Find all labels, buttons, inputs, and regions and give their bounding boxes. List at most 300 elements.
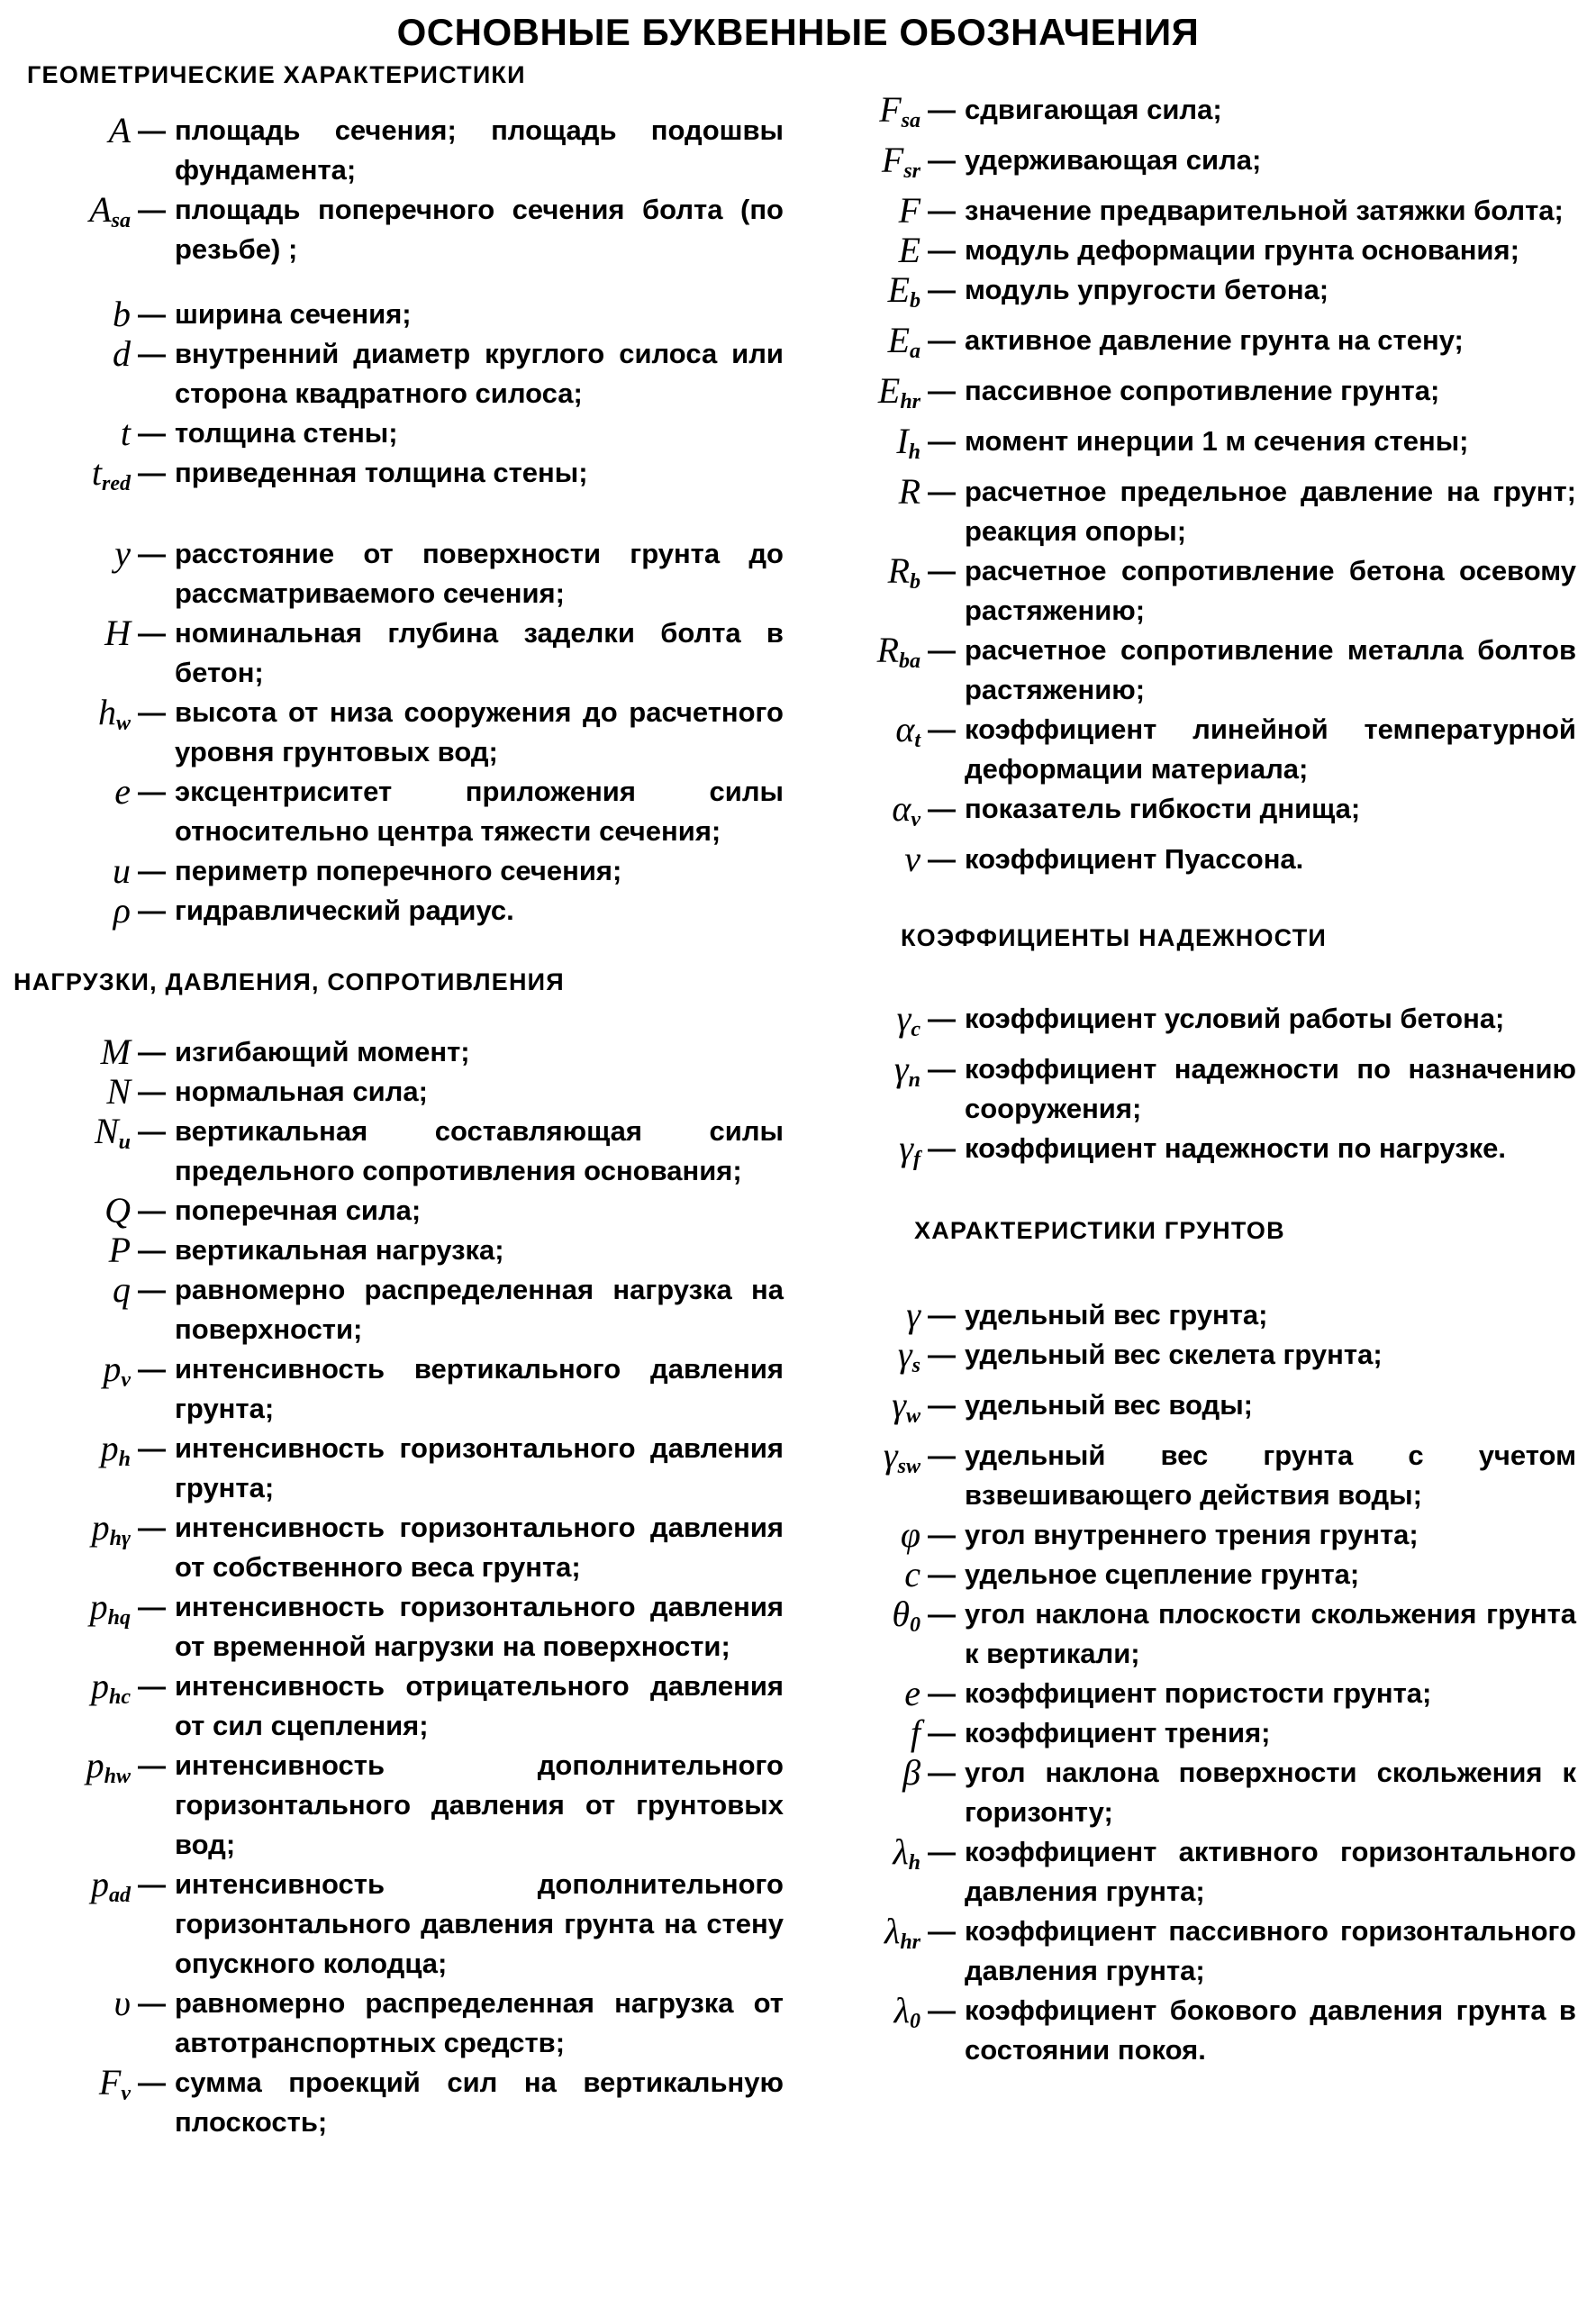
symbol-letter: H [104, 613, 131, 653]
dash-separator: — [138, 1670, 166, 1702]
symbol-description: пассивное сопротивление грунта; [965, 375, 1440, 406]
dash-separator: — [928, 555, 956, 586]
symbol-letter: R [898, 471, 920, 512]
dash-separator: — [928, 1677, 956, 1709]
dash-separator: — [928, 793, 956, 824]
symbol-letter: A [108, 110, 131, 150]
symbol [0, 2063, 131, 2113]
dash-separator: — [928, 1440, 956, 1471]
symbol-letter: λ [893, 1831, 909, 1872]
symbol-entry [0, 2063, 784, 2142]
symbol-subscript: ad [109, 1884, 131, 1907]
symbol-subscript: hc [109, 1685, 131, 1709]
symbol-letter: γ [906, 1294, 920, 1335]
loads-list-right [811, 90, 1576, 879]
symbol [811, 1385, 920, 1436]
symbol-letter: E [887, 320, 910, 360]
symbol-description: коэффициент надежности по назначению сооружения; [965, 1053, 1576, 1124]
symbol-entry [811, 1991, 1576, 2070]
symbol-letter: γ [883, 1435, 898, 1476]
symbol-letter: γ [896, 998, 911, 1039]
symbol [811, 1335, 920, 1385]
dash-separator: — [928, 425, 956, 457]
symbol [0, 1984, 131, 2023]
dash-separator: — [138, 1591, 166, 1622]
symbol-letter: A [89, 189, 112, 230]
dash-separator: — [928, 1994, 956, 2026]
symbol-entry [0, 413, 784, 453]
symbol-letter: ρ [113, 890, 131, 931]
symbol-entry [0, 453, 784, 504]
symbol-entry [811, 141, 1576, 191]
symbol [811, 551, 920, 602]
dash-separator: — [138, 1036, 166, 1067]
symbol [811, 1594, 920, 1645]
symbol-description: ширина сечения; [175, 298, 412, 330]
dash-separator: — [928, 324, 956, 356]
dash-separator: — [138, 1076, 166, 1107]
symbol-subscript: u [118, 1131, 131, 1154]
symbol-entry [0, 1667, 784, 1746]
dash-separator: — [928, 1717, 956, 1748]
symbol [0, 1746, 131, 1796]
symbol-letter: f [910, 1712, 920, 1753]
symbol [0, 1587, 131, 1638]
symbol-description: коэффициент трения; [965, 1717, 1271, 1748]
symbol-entry [811, 231, 1576, 270]
symbol-description: коэффициент пористости грунта; [965, 1677, 1432, 1709]
symbol [0, 453, 131, 504]
dash-separator: — [928, 144, 956, 176]
symbol-letter: R [876, 630, 899, 670]
symbol [0, 851, 131, 891]
symbol-subscript: v [121, 1368, 131, 1392]
dash-separator: — [928, 634, 956, 666]
symbol-subscript: h [908, 441, 920, 464]
dash-separator: — [928, 476, 956, 507]
dash-separator: — [138, 1432, 166, 1464]
symbol-description: коэффициент линейной температурной деформации материала; [965, 713, 1576, 785]
loads-list-left [0, 1032, 784, 2142]
symbol [0, 613, 131, 653]
symbol-description: коэффициент пассивного горизонтального давления грунта; [965, 1915, 1576, 1986]
symbol-letter: γ [899, 1128, 913, 1168]
symbol-subscript: h [118, 1448, 131, 1471]
symbol-description: равномерно распределенная нагрузка на поверхности; [175, 1274, 784, 1345]
symbol-entry [811, 789, 1576, 840]
dash-separator: — [138, 457, 166, 488]
symbol-letter: p [89, 1586, 108, 1627]
symbol-description: значение предварительной затяжки болта; [965, 195, 1564, 226]
dash-separator: — [928, 1836, 956, 1867]
geometry-list [0, 111, 784, 931]
dash-separator: — [928, 1598, 956, 1630]
symbol-description: активное давление грунта на стену; [965, 324, 1464, 356]
symbol-letter: φ [900, 1514, 920, 1555]
symbol-entry [0, 851, 784, 891]
symbol-description: изгибающий момент; [175, 1036, 470, 1067]
symbol [0, 295, 131, 334]
symbol-subscript: n [908, 1068, 920, 1092]
symbol-letter: N [94, 1111, 119, 1151]
symbol [0, 1349, 131, 1400]
symbol [811, 1129, 920, 1179]
symbol-letter: γ [892, 1385, 906, 1425]
symbol [811, 1436, 920, 1486]
symbol-subscript: t [914, 729, 920, 752]
symbol-entry [811, 999, 1576, 1049]
symbol-entry [0, 1231, 784, 1270]
symbol-description: угол наклона поверхности скольжения к горизонту; [965, 1757, 1576, 1828]
soils-list [811, 1295, 1576, 2070]
symbol-letter: F [98, 2062, 122, 2103]
symbol-entry [811, 1912, 1576, 1991]
dash-separator: — [928, 1389, 956, 1421]
symbol-description: интенсивность вертикального давления грунта; [175, 1353, 784, 1424]
symbol-entry [0, 334, 784, 413]
symbol-entry [811, 551, 1576, 631]
symbol-description: интенсивность горизонтального давления грунта; [175, 1432, 784, 1503]
symbol-letter: Q [104, 1190, 131, 1231]
symbol-entry [811, 1335, 1576, 1385]
dash-separator: — [138, 1512, 166, 1543]
symbol-entry [811, 1594, 1576, 1674]
symbol-entry [811, 1753, 1576, 1832]
symbol-description: площадь сечения; площадь подошвы фундамента; [175, 114, 784, 186]
symbol-entry [0, 1746, 784, 1865]
symbol-subscript: a [910, 340, 920, 363]
symbol-description: нормальная сила; [175, 1076, 428, 1107]
right-column [811, 54, 1576, 2070]
symbol-description: модуль деформации грунта основания; [965, 234, 1519, 266]
symbol-subscript: hw [104, 1765, 131, 1788]
symbol-subscript: 0 [910, 2010, 920, 2033]
dash-separator: — [928, 1915, 956, 1947]
symbol-description: периметр поперечного сечения; [175, 855, 622, 886]
symbol-description: удерживающая сила; [965, 144, 1262, 176]
symbol-entry [811, 1295, 1576, 1335]
symbol-entry [0, 1072, 784, 1112]
symbol [811, 1295, 920, 1335]
dash-separator: — [928, 375, 956, 406]
symbol-letter: F [879, 89, 902, 130]
symbol-letter: p [91, 1864, 109, 1904]
symbol [811, 631, 920, 681]
symbol-letter: h [97, 692, 116, 732]
dash-separator: — [928, 1757, 956, 1788]
symbol-entry [811, 371, 1576, 422]
symbol-entry [811, 191, 1576, 231]
dash-separator: — [928, 713, 956, 745]
symbol-description: коэффициент бокового давления грунта в состоянии покоя. [965, 1994, 1576, 2066]
symbol [0, 1231, 131, 1270]
symbol [0, 1667, 131, 1717]
symbol-description: удельный вес воды; [965, 1389, 1253, 1421]
symbol-subscript: hq [107, 1606, 131, 1630]
symbol-letter: R [887, 550, 910, 591]
symbol-entry [811, 1832, 1576, 1912]
symbol-subscript: sa [901, 109, 920, 132]
symbol-entry [811, 840, 1576, 879]
reliability-list [811, 999, 1576, 1179]
symbol [811, 422, 920, 472]
symbol-entry [0, 1191, 784, 1231]
symbol-description: расчетное сопротивление металла болтов растяжению; [965, 634, 1576, 705]
symbol-letter: d [113, 333, 131, 374]
symbol-letter: E [877, 370, 901, 411]
symbol [0, 772, 131, 812]
dash-separator: — [138, 298, 166, 330]
dash-separator: — [928, 1003, 956, 1034]
dash-separator: — [138, 338, 166, 369]
symbol-letter: F [881, 140, 904, 180]
symbol-entry [811, 270, 1576, 321]
symbol [811, 1049, 920, 1100]
symbol [811, 141, 920, 191]
symbol-letter: E [887, 269, 910, 310]
symbol-letter: P [108, 1230, 131, 1270]
symbol [811, 1515, 920, 1555]
symbol-description: вертикальная нагрузка; [175, 1234, 504, 1266]
section-heading-reliability: КОЭФФИЦИЕНТЫ НАДЕЖНОСТИ [901, 924, 1328, 951]
symbol-letter: α [895, 709, 915, 749]
symbol [811, 1753, 920, 1793]
symbol [811, 231, 920, 270]
symbol-description: удельный вес грунта с учетом взвешивающего действия воды; [965, 1440, 1576, 1511]
symbol-description: номинальная глубина заделки болта в бетон; [175, 617, 784, 688]
symbol [811, 789, 920, 840]
symbol-letter: θ [892, 1594, 910, 1634]
symbol-description: высота от низа сооружения до расчетного уровня грунтовых вод; [175, 696, 784, 768]
dash-separator: — [928, 1339, 956, 1370]
symbol-entry [0, 1270, 784, 1349]
symbol-entry [811, 1049, 1576, 1129]
symbol [0, 1508, 131, 1558]
symbol-letter: M [100, 1031, 131, 1072]
symbol-description: интенсивность отрицательного давления от сил сцепления; [175, 1670, 784, 1741]
symbol [0, 1270, 131, 1310]
symbol-subscript: s [911, 1354, 920, 1377]
symbol-entry [0, 111, 784, 190]
dash-separator: — [138, 2066, 166, 2098]
symbol-subscript: hr [900, 390, 920, 413]
symbol-letter: N [106, 1071, 131, 1112]
dash-separator: — [138, 538, 166, 569]
symbol-entry [811, 1129, 1576, 1179]
symbol-letter: e [114, 771, 131, 812]
symbol-description: интенсивность горизонтального давления от собственного веса грунта; [175, 1512, 784, 1583]
dash-separator: — [138, 1274, 166, 1305]
symbol-description: расстояние от поверхности грунта до рассматриваемого сечения; [175, 538, 784, 609]
symbol-subscript: red [102, 472, 131, 495]
symbol [0, 1191, 131, 1231]
symbol-description: внутренний диаметр круглого силоса или сторона квадратного силоса; [175, 338, 784, 409]
symbol-entry [811, 472, 1576, 551]
dash-separator: — [928, 1053, 956, 1085]
symbol-entry [811, 1385, 1576, 1436]
symbol-letter: y [114, 533, 131, 574]
symbol-subscript: hγ [109, 1527, 131, 1550]
symbol [0, 190, 131, 241]
dash-separator: — [138, 1749, 166, 1781]
symbol-letter: u [113, 850, 131, 891]
section-heading-soils: ХАРАКТЕРИСТИКИ ГРУНТОВ [914, 1217, 1285, 1244]
dash-separator: — [928, 1299, 956, 1331]
symbol [811, 1674, 920, 1713]
left-column [0, 54, 784, 2142]
symbol-description: расчетное сопротивление бетона осевому растяжению; [965, 555, 1576, 626]
symbol-description: площадь поперечного сечения болта (по резьбе) ; [175, 194, 784, 265]
dash-separator: — [138, 696, 166, 728]
symbol-subscript: sr [903, 159, 920, 183]
dash-separator: — [928, 1519, 956, 1550]
symbol-description: интенсивность дополнительного горизонтального давления грунта на стену опускного колодца; [175, 1868, 784, 1979]
symbol-description: угол наклона плоскости скольжения грунта к вертикали; [965, 1598, 1576, 1669]
dash-separator: — [928, 1558, 956, 1590]
symbol-description: коэффициент активного горизонтального давления грунта; [965, 1836, 1576, 1907]
symbol-entry [0, 891, 784, 931]
dash-separator: — [138, 1353, 166, 1385]
symbol-description: поперечная сила; [175, 1194, 422, 1226]
symbol-description: гидравлический радиус. [175, 895, 514, 926]
symbol-entry [0, 1112, 784, 1191]
symbol-letter: F [898, 190, 920, 231]
symbol [811, 840, 920, 879]
symbol [0, 891, 131, 931]
dash-separator: — [928, 94, 956, 125]
symbol-subscript: sw [897, 1455, 920, 1478]
symbol-letter: γ [893, 1049, 909, 1089]
symbol-subscript: ba [899, 649, 920, 673]
symbol-entry [811, 1436, 1576, 1515]
dash-separator: — [928, 274, 956, 305]
symbol-letter: γ [897, 1334, 912, 1375]
symbol [811, 1912, 920, 1962]
symbol-entry [0, 190, 784, 269]
symbol-description: эксцентриситет приложения силы относительно центра тяжести сечения; [175, 776, 784, 847]
symbol-subscript: f [913, 1148, 920, 1171]
symbol [811, 999, 920, 1049]
dash-separator: — [138, 1234, 166, 1266]
symbol [0, 111, 131, 150]
symbol-letter: p [103, 1349, 122, 1389]
symbol-subscript: v [911, 808, 920, 831]
symbol-subscript: c [911, 1018, 920, 1041]
symbol-entry [0, 1508, 784, 1587]
symbol [811, 1832, 920, 1883]
symbol [811, 90, 920, 141]
symbol [0, 534, 131, 574]
symbol-subscript: b [910, 289, 920, 313]
symbol [0, 1865, 131, 1915]
symbol-letter: λ [893, 1990, 910, 2030]
symbol-description: показатель гибкости днища; [965, 793, 1361, 824]
symbol-letter: υ [113, 1983, 131, 2023]
symbol-description: вертикальная составляющая силы предельного сопротивления основания; [175, 1115, 784, 1186]
symbol [811, 710, 920, 760]
symbol-entry [811, 631, 1576, 710]
symbol-description: коэффициент условий работы бетона; [965, 1003, 1505, 1034]
symbol-entry [0, 613, 784, 693]
symbol-letter: q [113, 1269, 131, 1310]
symbol-entry [811, 1555, 1576, 1594]
symbol-letter: p [91, 1666, 109, 1706]
symbol [0, 334, 131, 374]
symbol-subscript: b [910, 570, 920, 594]
symbol-entry [0, 1032, 784, 1072]
symbol-description: сдвигающая сила; [965, 94, 1222, 125]
symbol-letter: λ [884, 1911, 901, 1951]
dash-separator: — [138, 895, 166, 926]
symbol-entry [811, 1713, 1576, 1753]
symbol-subscript: v [121, 2082, 131, 2105]
symbol [811, 191, 920, 231]
symbol-letter: I [896, 421, 909, 461]
symbol-description: приведенная толщина стены; [175, 457, 588, 488]
symbol-description: удельное сцепление грунта; [965, 1558, 1360, 1590]
dash-separator: — [138, 1115, 166, 1147]
symbol-letter: ν [904, 839, 920, 879]
symbol [811, 321, 920, 371]
symbol-letter: β [902, 1752, 920, 1793]
symbol-description: момент инерции 1 м сечения стены; [965, 425, 1469, 457]
dash-separator: — [138, 1987, 166, 2019]
symbol-entry [0, 1984, 784, 2063]
symbol-entry [811, 1674, 1576, 1713]
symbol [811, 1713, 920, 1753]
symbol-entry [0, 772, 784, 851]
symbol-description: коэффициент надежности по нагрузке. [965, 1132, 1507, 1164]
symbol-subscript: w [115, 712, 131, 735]
symbol-entry [811, 90, 1576, 141]
symbol [811, 1555, 920, 1594]
symbol-subscript: hr [900, 1930, 920, 1954]
symbol-entry [0, 1349, 784, 1429]
symbol [811, 472, 920, 512]
symbol [0, 1112, 131, 1162]
symbol-description: удельный вес грунта; [965, 1299, 1268, 1331]
dash-separator: — [928, 843, 956, 875]
symbol [0, 1429, 131, 1479]
symbol-entry [0, 1587, 784, 1667]
dash-separator: — [928, 1132, 956, 1164]
symbol-letter: t [91, 452, 102, 493]
section-heading-geometry: ГЕОМЕТРИЧЕСКИЕ ХАРАКТЕРИСТИКИ [27, 61, 526, 88]
symbol [811, 1991, 920, 2041]
dash-separator: — [138, 617, 166, 649]
symbol-entry [0, 1865, 784, 1984]
symbol-letter: p [100, 1428, 119, 1468]
symbol-description: интенсивность горизонтального давления от временной нагрузки на поверхности; [175, 1591, 784, 1662]
symbol-subscript: sa [111, 209, 131, 232]
symbol-letter: p [91, 1507, 110, 1548]
symbol-letter: e [904, 1673, 920, 1713]
dash-separator: — [138, 1194, 166, 1226]
dash-separator: — [138, 417, 166, 449]
symbol-letter: b [113, 294, 131, 334]
dash-separator: — [928, 234, 956, 266]
symbol-entry [811, 321, 1576, 371]
symbol-description: сумма проекций сил на вертикальную плоскость; [175, 2066, 784, 2138]
symbol-entry [811, 710, 1576, 789]
symbol-letter: t [120, 413, 131, 453]
symbol-description: коэффициент Пуассона. [965, 843, 1304, 875]
symbol-entry [0, 295, 784, 334]
page-title: ОСНОВНЫЕ БУКВЕННЫЕ ОБОЗНАЧЕНИЯ [396, 11, 1200, 53]
dash-separator: — [138, 114, 166, 146]
symbol-description: модуль упругости бетона; [965, 274, 1329, 305]
symbol-description: угол внутреннего трения грунта; [965, 1519, 1419, 1550]
